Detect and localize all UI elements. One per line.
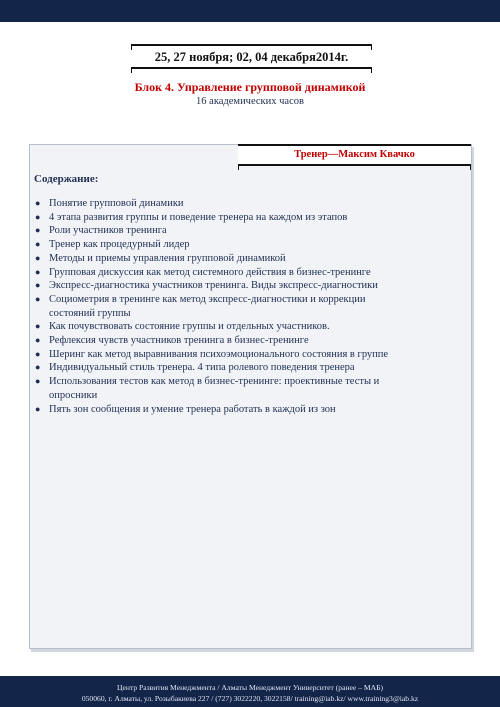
list-item <box>29 238 459 252</box>
list-item-text: Социометрия в тренинге как метод экспресс-диагностики и коррекции состояний группы <box>49 293 366 319</box>
list-item-text: Групповая дискуссия как метод системного действия в бизнес-тренинге <box>49 266 371 278</box>
bullet-icon: ● <box>35 362 41 373</box>
list-item-text: Экспресс-диагностика участников тренинга. Виды экспресс-диагностики <box>49 280 378 292</box>
bullet-icon: ● <box>35 239 41 250</box>
list-item-text: Шеринг как метод выравнивания психоэмоционального состояния в группе <box>49 348 389 360</box>
list-item <box>29 293 459 320</box>
list-item-text: 4 этапа развития группы и поведение тренера на каждом из этапов <box>49 211 348 223</box>
list-item-text: Индивидуальный стиль тренера. 4 типа ролевого поведения тренера <box>49 362 355 374</box>
list-item-text: Роли участников тренинга <box>49 225 167 237</box>
block-title: Блок 4. Управление групповой динамикой <box>134 80 366 94</box>
bullet-icon: ● <box>35 348 41 359</box>
list-item-text: Методы и приемы управления групповой динамикой <box>49 252 286 264</box>
list-item <box>29 224 459 238</box>
list-item <box>29 334 459 348</box>
list-item <box>29 279 459 293</box>
bullet-icon: ● <box>35 211 41 222</box>
list-item <box>29 211 459 225</box>
trainer-name: Тренер—Максим Квачко <box>294 149 415 160</box>
bullet-icon: ● <box>35 335 41 346</box>
bullet-icon: ● <box>35 376 41 387</box>
trainer-rule-tick <box>470 166 471 170</box>
list-item-text: Рефлексия чувств участников тренинга в бизнес-тренинге <box>49 335 309 347</box>
top-band <box>0 0 500 22</box>
list-item-text: Понятие групповой динамики <box>49 198 184 209</box>
list-item <box>29 348 459 362</box>
session-dates: 25, 27 ноября; 02, 04 декабря2014г. <box>154 50 349 64</box>
bullet-icon: ● <box>35 198 41 208</box>
bullet-icon: ● <box>35 252 41 263</box>
list-item-text: Как почувствовать состояние группы и отдельных участников. <box>49 321 330 333</box>
bullet-icon: ● <box>35 293 41 304</box>
list-item <box>29 252 459 266</box>
contents-list <box>29 197 459 416</box>
trainer-rule-tick <box>238 166 239 170</box>
contents-heading: Содержание: <box>34 173 99 185</box>
list-item-text: Пять зон сообщения и умение тренера работать в каждой из зон <box>49 403 336 415</box>
list-item <box>29 375 459 402</box>
list-item <box>29 403 459 417</box>
academic-hours: 16 академических часов <box>196 96 304 107</box>
date-rule-tick <box>131 69 132 73</box>
list-item <box>29 320 459 334</box>
bullet-icon: ● <box>35 266 41 277</box>
list-item <box>29 197 459 211</box>
footer-contacts: 050060, г. Алматы, ул. Розыбакиева 227 / (727) 3022220, 3022158/ training@iab.kz/ www.training3@iab.kz <box>81 694 419 703</box>
bullet-icon: ● <box>35 280 41 291</box>
bullet-icon: ● <box>35 225 41 236</box>
list-item-text: Тренер как процедурный лидер <box>49 239 190 251</box>
date-top-rule <box>131 44 372 46</box>
list-item <box>29 266 459 280</box>
footer-organization: Центр Развития Менеджмента / Алматы Менеджмент Университет (ранее – МАБ) <box>117 683 383 692</box>
list-item <box>29 361 459 375</box>
bullet-icon: ● <box>35 403 41 414</box>
date-rule-tick <box>371 69 372 73</box>
date-bottom-rule <box>131 67 372 69</box>
bullet-icon: ● <box>35 321 41 332</box>
list-item-text: Использования тестов как метод в бизнес-тренинге: проективные тесты и опросники <box>49 376 380 401</box>
